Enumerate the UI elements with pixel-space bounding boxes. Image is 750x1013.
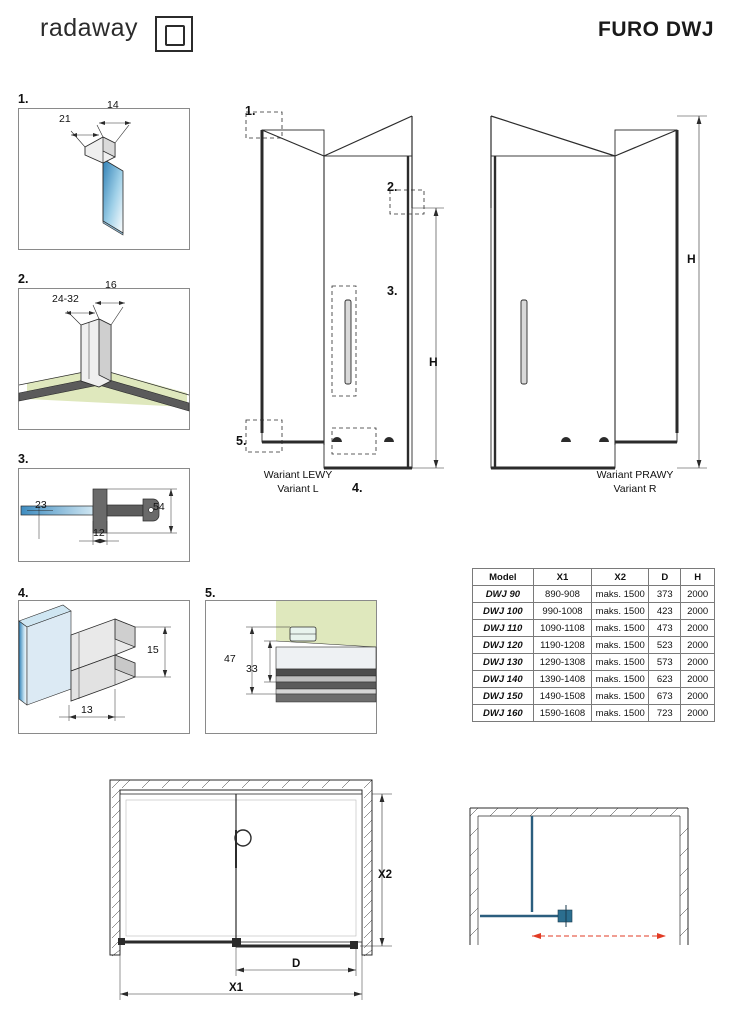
elevation-right-graphic xyxy=(477,98,707,498)
th-h: H xyxy=(681,569,715,586)
cell-x2: maks. 1500 xyxy=(592,688,649,705)
table-row xyxy=(473,637,715,654)
th-x2: X2 xyxy=(592,569,649,586)
detail-3-box xyxy=(18,468,190,562)
cell-x2: maks. 1500 xyxy=(592,603,649,620)
detail-1-graphic xyxy=(19,109,189,249)
cell-model: DWJ 110 xyxy=(473,620,534,637)
detail-2-label: 2. xyxy=(18,272,29,286)
detail-3-dim-23: 23 xyxy=(35,499,47,511)
cell-model: DWJ 90 xyxy=(473,586,534,603)
cell-x1: 990-1008 xyxy=(533,603,592,620)
cell-x2: maks. 1500 xyxy=(592,620,649,637)
elevation-left-marker-1: 1. xyxy=(245,104,256,118)
cell-model: DWJ 160 xyxy=(473,705,534,722)
cell-d: 423 xyxy=(649,603,681,620)
detail-3-dim-54: 54 xyxy=(153,501,165,513)
cell-h: 2000 xyxy=(681,620,715,637)
cell-h: 2000 xyxy=(681,603,715,620)
cell-d: 373 xyxy=(649,586,681,603)
elevation-left-caption-line1: Wariant LEWY xyxy=(263,469,333,481)
detail-4-box xyxy=(18,600,190,734)
side-view-graphic xyxy=(470,800,700,950)
brand-wordmark: radaway xyxy=(40,14,138,42)
cell-model: DWJ 100 xyxy=(473,603,534,620)
table-row xyxy=(473,705,715,722)
plan-view-graphic xyxy=(110,780,410,1010)
cell-model: DWJ 150 xyxy=(473,688,534,705)
elevation-left-graphic xyxy=(232,98,462,498)
elevation-left-marker-2: 2. xyxy=(387,180,398,194)
detail-1-dim-21: 21 xyxy=(59,113,71,125)
cell-x2: maks. 1500 xyxy=(592,671,649,688)
cell-x1: 1590-1608 xyxy=(533,705,592,722)
cell-h: 2000 xyxy=(681,586,715,603)
elevation-right-caption xyxy=(545,468,725,496)
cell-d: 723 xyxy=(649,705,681,722)
elevation-left-marker-5: 5. xyxy=(236,434,247,448)
table-header-row xyxy=(473,569,715,586)
th-x1: X1 xyxy=(533,569,592,586)
cell-x1: 1390-1408 xyxy=(533,671,592,688)
detail-5-dim-47: 47 xyxy=(224,653,236,665)
elevation-right-caption-line1: Wariant PRAWY xyxy=(596,469,674,481)
detail-4-label: 4. xyxy=(18,586,29,600)
page-title: FURO DWJ xyxy=(598,18,714,41)
cell-h: 2000 xyxy=(681,654,715,671)
detail-3-graphic xyxy=(19,469,189,561)
elevation-left-marker-3: 3. xyxy=(387,284,398,298)
detail-3-dim-12: 12 xyxy=(93,527,105,539)
detail-4-dim-15: 15 xyxy=(147,644,159,656)
cell-x2: maks. 1500 xyxy=(592,654,649,671)
detail-5-graphic xyxy=(206,601,376,733)
table-row xyxy=(473,586,715,603)
elevation-left-caption-line2: Variant L xyxy=(277,483,319,496)
detail-5-box xyxy=(205,600,377,734)
cell-h: 2000 xyxy=(681,705,715,722)
detail-1-dim-14: 14 xyxy=(107,99,119,111)
cell-x1: 1290-1308 xyxy=(533,654,592,671)
cell-h: 2000 xyxy=(681,671,715,688)
cell-x1: 1490-1508 xyxy=(533,688,592,705)
cell-model: DWJ 130 xyxy=(473,654,534,671)
plan-label-x2: X2 xyxy=(378,869,393,881)
plan-label-x1: X1 xyxy=(229,982,244,994)
cell-d: 573 xyxy=(649,654,681,671)
detail-2-dim-16: 16 xyxy=(105,279,117,291)
cell-model: DWJ 120 xyxy=(473,637,534,654)
elevation-right-height-label: H xyxy=(687,252,696,266)
elevation-left-height-label: H xyxy=(429,355,438,369)
cell-d: 623 xyxy=(649,671,681,688)
detail-5-dim-33: 33 xyxy=(246,663,258,675)
model-spec-table xyxy=(472,568,715,722)
cell-x2: maks. 1500 xyxy=(592,637,649,654)
cell-d: 523 xyxy=(649,637,681,654)
cell-x1: 1090-1108 xyxy=(533,620,592,637)
square-logo-icon xyxy=(155,16,193,52)
plan-label-d: D xyxy=(292,958,301,970)
cell-h: 2000 xyxy=(681,688,715,705)
th-d: D xyxy=(649,569,681,586)
cell-model: DWJ 140 xyxy=(473,671,534,688)
th-model: Model xyxy=(473,569,534,586)
table-row xyxy=(473,654,715,671)
cell-h: 2000 xyxy=(681,637,715,654)
cell-x2: maks. 1500 xyxy=(592,586,649,603)
detail-3-label: 3. xyxy=(18,452,29,466)
elevation-left-marker-4: 4. xyxy=(352,481,363,495)
cell-d: 473 xyxy=(649,620,681,637)
table-row xyxy=(473,620,715,637)
table-row xyxy=(473,603,715,620)
table-row xyxy=(473,688,715,705)
detail-4-graphic xyxy=(19,601,189,733)
detail-2-box xyxy=(18,279,190,430)
elevation-right-caption-line2: Variant R xyxy=(613,483,657,496)
cell-x1: 1190-1208 xyxy=(533,637,592,654)
detail-4-dim-13: 13 xyxy=(81,704,93,716)
detail-2-dim-24-32: 24-32 xyxy=(52,293,79,305)
elevation-left-caption xyxy=(213,468,383,496)
detail-1-box xyxy=(18,99,190,250)
cell-x1: 890-908 xyxy=(533,586,592,603)
detail-1-label: 1. xyxy=(18,92,29,106)
table-row xyxy=(473,671,715,688)
cell-x2: maks. 1500 xyxy=(592,705,649,722)
detail-5-label: 5. xyxy=(205,586,216,600)
detail-2-graphic xyxy=(19,289,189,429)
cell-d: 673 xyxy=(649,688,681,705)
